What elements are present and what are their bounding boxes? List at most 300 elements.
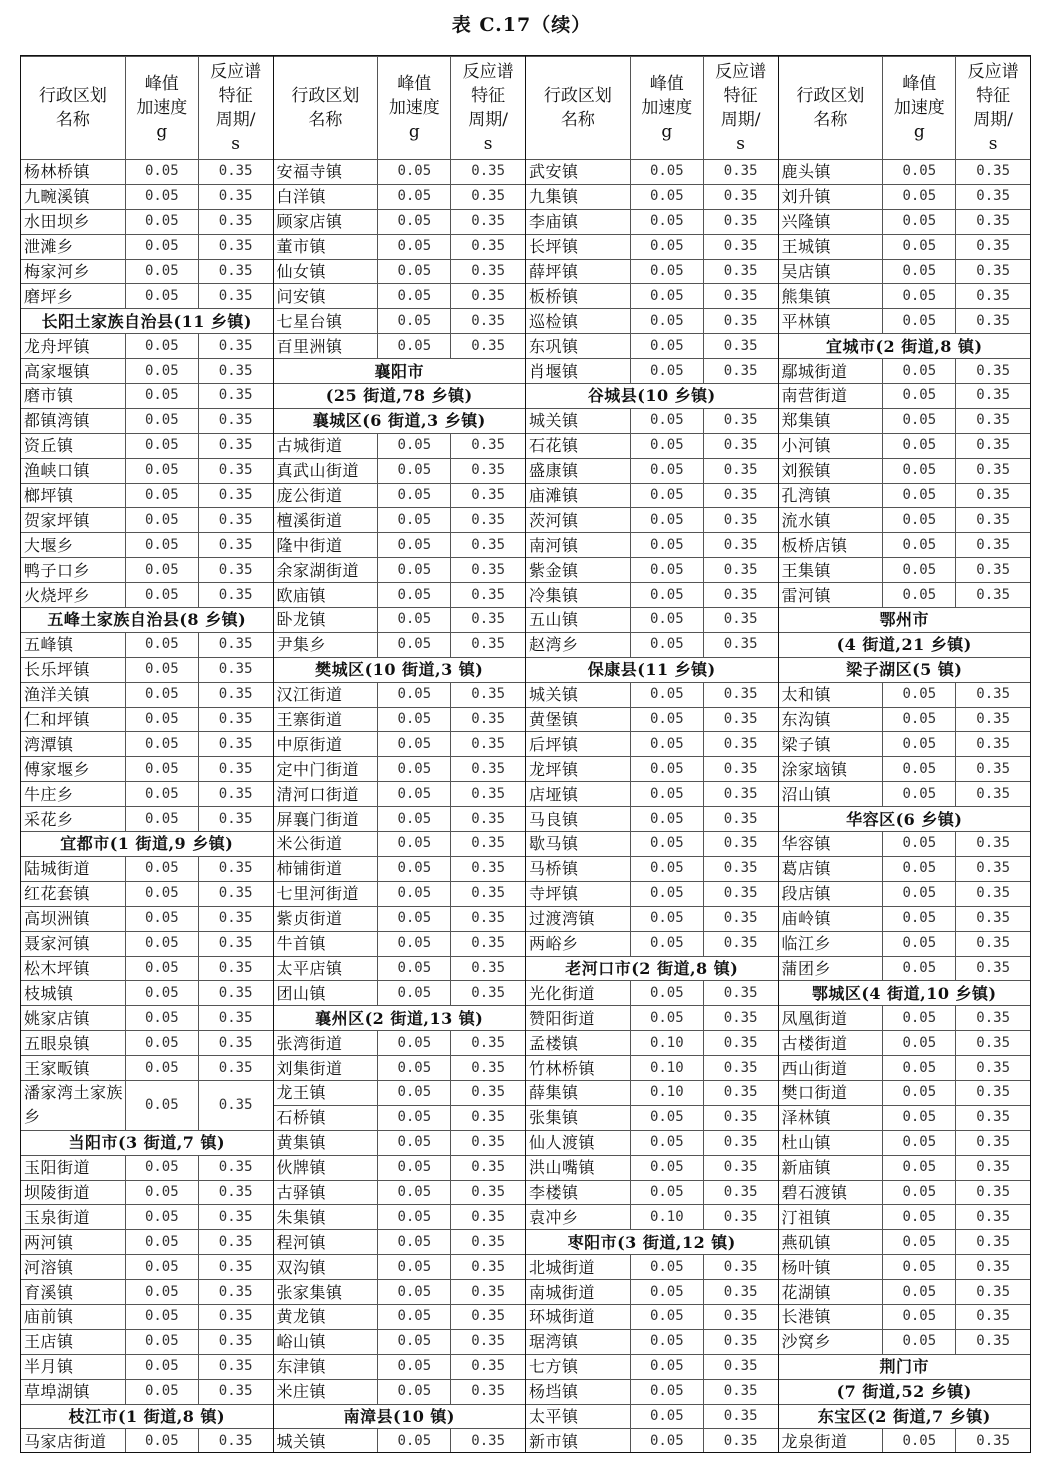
table-row (21, 184, 273, 209)
division-name: 余家湖街道 (274, 558, 378, 583)
peak-acceleration: 0.05 (378, 757, 451, 782)
table-row (526, 1354, 778, 1379)
characteristic-period: 0.35 (703, 906, 777, 931)
peak-acceleration: 0.05 (630, 1354, 703, 1379)
division-name: 王寨街道 (274, 707, 378, 732)
table-row (21, 259, 273, 284)
division-name: 店垭镇 (526, 782, 630, 807)
peak-acceleration: 0.05 (883, 1230, 956, 1255)
characteristic-period: 0.35 (451, 184, 525, 209)
peak-acceleration: 0.05 (630, 483, 703, 508)
characteristic-period: 0.35 (198, 433, 272, 458)
table-row (526, 359, 778, 384)
peak-acceleration: 0.05 (883, 508, 956, 533)
characteristic-period: 0.35 (451, 1180, 525, 1205)
division-name: 庞公街道 (274, 483, 378, 508)
division-name: 肖堰镇 (526, 359, 630, 384)
table-row (21, 956, 273, 981)
table-row (526, 508, 778, 533)
division-name: 米公街道 (274, 832, 378, 857)
division-name: 水田坝乡 (21, 209, 125, 234)
characteristic-period: 0.35 (198, 533, 272, 558)
characteristic-period: 0.35 (703, 1329, 777, 1354)
table-row (526, 782, 778, 807)
region-name: 当阳市(3 街道,7 镇) (21, 1130, 273, 1155)
division-name: 城关镇 (526, 408, 630, 433)
peak-acceleration: 0.05 (378, 433, 451, 458)
table-row (779, 1105, 1031, 1130)
peak-acceleration: 0.05 (125, 1230, 198, 1255)
peak-acceleration: 0.05 (378, 632, 451, 657)
division-name: 张湾街道 (274, 1031, 378, 1056)
peak-acceleration: 0.05 (378, 881, 451, 906)
characteristic-period: 0.35 (451, 1280, 525, 1305)
division-name: 北城街道 (526, 1255, 630, 1280)
peak-acceleration: 0.05 (125, 1205, 198, 1230)
peak-acceleration: 0.05 (125, 284, 198, 309)
characteristic-period: 0.35 (198, 1304, 272, 1329)
region-name: 樊城区(10 街道,3 镇) (274, 657, 526, 682)
column-4 (779, 56, 1031, 1452)
table-row (21, 1155, 273, 1180)
peak-acceleration: 0.05 (378, 483, 451, 508)
division-name: 城关镇 (274, 1429, 378, 1452)
characteristic-period: 0.35 (451, 483, 525, 508)
table-row (274, 483, 526, 508)
division-name: 米庄镇 (274, 1379, 378, 1404)
table-row (526, 1031, 778, 1056)
table-row (779, 732, 1031, 757)
table-row (779, 384, 1031, 409)
division-name: 杜山镇 (779, 1130, 883, 1155)
peak-acceleration: 0.10 (630, 1031, 703, 1056)
characteristic-period: 0.35 (198, 160, 272, 185)
table-row (21, 807, 273, 832)
peak-acceleration: 0.05 (630, 1304, 703, 1329)
table-row (779, 1205, 1031, 1230)
division-name: 新庙镇 (779, 1155, 883, 1180)
header-peak-acceleration: 峰值 加速度 g (125, 57, 198, 160)
region-header-row (779, 334, 1031, 359)
table-row (779, 1006, 1031, 1031)
peak-acceleration: 0.05 (125, 184, 198, 209)
peak-acceleration: 0.05 (630, 558, 703, 583)
table-row (21, 1354, 273, 1379)
region-name: 保康县(11 乡镇) (526, 657, 778, 682)
table-row (274, 1205, 526, 1230)
table-row (21, 707, 273, 732)
header-peak-acceleration: 峰值 加速度 g (378, 57, 451, 160)
division-name: 孔湾镇 (779, 483, 883, 508)
peak-acceleration: 0.05 (125, 956, 198, 981)
table-row (779, 906, 1031, 931)
peak-acceleration: 0.05 (125, 1006, 198, 1031)
peak-acceleration: 0.05 (125, 1329, 198, 1354)
data-grid (20, 55, 1031, 1453)
table-row (274, 832, 526, 857)
characteristic-period: 0.35 (956, 856, 1030, 881)
table-row (21, 1429, 273, 1452)
division-name: 东沟镇 (779, 707, 883, 732)
characteristic-period: 0.35 (956, 160, 1030, 185)
table-row (779, 782, 1031, 807)
characteristic-period: 0.35 (703, 1205, 777, 1230)
division-name: 采花乡 (21, 807, 125, 832)
characteristic-period: 0.35 (198, 1255, 272, 1280)
header-name: 行政区划 名称 (779, 57, 883, 160)
division-name: 太平店镇 (274, 956, 378, 981)
characteristic-period: 0.35 (703, 832, 777, 857)
division-name: 杨林桥镇 (21, 160, 125, 185)
characteristic-period: 0.35 (956, 1006, 1030, 1031)
peak-acceleration: 0.05 (125, 483, 198, 508)
division-name: 都镇湾镇 (21, 408, 125, 433)
region-header-row (274, 384, 526, 409)
division-name: 武安镇 (526, 160, 630, 185)
characteristic-period: 0.35 (198, 1180, 272, 1205)
table-row (21, 1056, 273, 1081)
peak-acceleration: 0.05 (378, 1056, 451, 1081)
division-name: 卧龙镇 (274, 608, 378, 633)
division-name: 龙舟坪镇 (21, 334, 125, 359)
division-name: 龙坪镇 (526, 757, 630, 782)
region-header-row (526, 956, 778, 981)
table-row (779, 1130, 1031, 1155)
characteristic-period: 0.35 (956, 1205, 1030, 1230)
region-header-row (779, 1379, 1031, 1404)
division-name: 古楼街道 (779, 1031, 883, 1056)
region-header-row (21, 309, 273, 334)
division-name: 七里河街道 (274, 881, 378, 906)
characteristic-period: 0.35 (198, 1056, 272, 1081)
table-row (779, 832, 1031, 857)
division-name: 中原街道 (274, 732, 378, 757)
peak-acceleration: 0.05 (883, 1056, 956, 1081)
table-row (779, 209, 1031, 234)
division-name: 新市镇 (526, 1429, 630, 1452)
division-name: 城关镇 (526, 682, 630, 707)
table-row (779, 359, 1031, 384)
peak-acceleration: 0.05 (125, 1354, 198, 1379)
table-row (21, 234, 273, 259)
division-name: 寺坪镇 (526, 881, 630, 906)
header-row (779, 57, 1031, 160)
division-name: 盛康镇 (526, 458, 630, 483)
division-name: 泄滩乡 (21, 234, 125, 259)
characteristic-period: 0.35 (198, 707, 272, 732)
division-name: 洪山嘴镇 (526, 1155, 630, 1180)
division-name: 花湖镇 (779, 1280, 883, 1305)
characteristic-period: 0.35 (956, 931, 1030, 956)
peak-acceleration: 0.05 (883, 1080, 956, 1105)
table-row (274, 1354, 526, 1379)
region-header-row (274, 1404, 526, 1429)
peak-acceleration: 0.05 (378, 1255, 451, 1280)
division-name: 双沟镇 (274, 1255, 378, 1280)
characteristic-period: 0.35 (956, 1304, 1030, 1329)
peak-acceleration: 0.05 (378, 1429, 451, 1452)
peak-acceleration: 0.05 (883, 384, 956, 409)
characteristic-period: 0.35 (451, 1329, 525, 1354)
division-name: 峪山镇 (274, 1329, 378, 1354)
division-name: 赵湾乡 (526, 632, 630, 657)
peak-acceleration: 0.05 (883, 782, 956, 807)
peak-acceleration: 0.05 (630, 906, 703, 931)
table-row (526, 1404, 778, 1429)
table-row (274, 906, 526, 931)
region-header-row (526, 657, 778, 682)
division-name: 陆城街道 (21, 856, 125, 881)
characteristic-period: 0.35 (703, 234, 777, 259)
characteristic-period: 0.35 (956, 184, 1030, 209)
region-name: 宜城市(2 街道,8 镇) (779, 334, 1031, 359)
table-row (274, 807, 526, 832)
peak-acceleration: 0.05 (630, 931, 703, 956)
header-name: 行政区划 名称 (21, 57, 125, 160)
header-period: 反应谱 特征 周期/ s (956, 57, 1030, 160)
peak-acceleration: 0.05 (378, 234, 451, 259)
table-row (779, 184, 1031, 209)
table-row (274, 682, 526, 707)
division-name: 刘集街道 (274, 1056, 378, 1081)
characteristic-period: 0.35 (198, 1280, 272, 1305)
peak-acceleration: 0.05 (378, 1180, 451, 1205)
peak-acceleration: 0.05 (125, 1304, 198, 1329)
characteristic-period: 0.35 (956, 259, 1030, 284)
division-name: 石桥镇 (274, 1105, 378, 1130)
table-row (274, 1056, 526, 1081)
characteristic-period: 0.35 (956, 1080, 1030, 1105)
region-name: (4 街道,21 乡镇) (779, 632, 1031, 657)
characteristic-period: 0.35 (198, 259, 272, 284)
characteristic-period: 0.35 (451, 608, 525, 633)
characteristic-period: 0.35 (451, 458, 525, 483)
table-row (21, 1329, 273, 1354)
characteristic-period: 0.35 (956, 583, 1030, 608)
characteristic-period: 0.35 (956, 309, 1030, 334)
peak-acceleration: 0.05 (883, 732, 956, 757)
division-name: 吴店镇 (779, 259, 883, 284)
characteristic-period: 0.35 (956, 1280, 1030, 1305)
characteristic-period: 0.35 (703, 408, 777, 433)
header-period: 反应谱 特征 周期/ s (451, 57, 525, 160)
table-row (526, 583, 778, 608)
table-row (526, 1130, 778, 1155)
division-name: 程河镇 (274, 1230, 378, 1255)
peak-acceleration: 0.05 (883, 1280, 956, 1305)
table-row (21, 1255, 273, 1280)
peak-acceleration: 0.05 (378, 583, 451, 608)
division-name: 火烧坪乡 (21, 583, 125, 608)
characteristic-period: 0.35 (956, 458, 1030, 483)
region-name: 华容区(6 乡镇) (779, 807, 1031, 832)
region-header-row (21, 608, 273, 633)
peak-acceleration: 0.05 (125, 881, 198, 906)
characteristic-period: 0.35 (451, 433, 525, 458)
table-row (21, 632, 273, 657)
division-name: 薛集镇 (526, 1080, 630, 1105)
characteristic-period: 0.35 (198, 981, 272, 1006)
table-row (526, 881, 778, 906)
characteristic-period: 0.35 (451, 1031, 525, 1056)
table-row (526, 334, 778, 359)
division-name: 东巩镇 (526, 334, 630, 359)
peak-acceleration: 0.05 (125, 1056, 198, 1081)
table-row (21, 906, 273, 931)
peak-acceleration: 0.05 (630, 234, 703, 259)
table-row (779, 234, 1031, 259)
peak-acceleration: 0.05 (630, 632, 703, 657)
division-name: 歇马镇 (526, 832, 630, 857)
characteristic-period: 0.35 (703, 1280, 777, 1305)
division-name: 磨市镇 (21, 384, 125, 409)
region-header-row (779, 1404, 1031, 1429)
table-row (526, 856, 778, 881)
characteristic-period: 0.35 (198, 732, 272, 757)
division-name: 马良镇 (526, 807, 630, 832)
division-name: 王集镇 (779, 558, 883, 583)
peak-acceleration: 0.05 (883, 1329, 956, 1354)
peak-acceleration: 0.05 (378, 1379, 451, 1404)
characteristic-period: 0.35 (198, 558, 272, 583)
peak-acceleration: 0.05 (378, 508, 451, 533)
division-name: 板桥店镇 (779, 533, 883, 558)
division-name: 红花套镇 (21, 881, 125, 906)
division-name: 古城街道 (274, 433, 378, 458)
table-row (779, 1304, 1031, 1329)
characteristic-period: 0.35 (956, 1130, 1030, 1155)
peak-acceleration: 0.05 (125, 408, 198, 433)
peak-acceleration: 0.05 (883, 408, 956, 433)
peak-acceleration: 0.05 (630, 160, 703, 185)
peak-acceleration: 0.05 (125, 632, 198, 657)
peak-acceleration: 0.05 (125, 209, 198, 234)
table-row (274, 1180, 526, 1205)
table-row (274, 1255, 526, 1280)
characteristic-period: 0.35 (703, 284, 777, 309)
table-row (274, 707, 526, 732)
characteristic-period: 0.35 (956, 1180, 1030, 1205)
peak-acceleration: 0.05 (378, 209, 451, 234)
table-row (21, 433, 273, 458)
peak-acceleration: 0.05 (125, 433, 198, 458)
peak-acceleration: 0.05 (630, 832, 703, 857)
division-name: 仙女镇 (274, 259, 378, 284)
division-name: 半月镇 (21, 1354, 125, 1379)
table-row (779, 483, 1031, 508)
peak-acceleration: 0.05 (125, 931, 198, 956)
table-row (21, 1205, 273, 1230)
table-row (526, 682, 778, 707)
division-name: 郑集镇 (779, 408, 883, 433)
peak-acceleration: 0.05 (883, 682, 956, 707)
characteristic-period: 0.35 (198, 483, 272, 508)
characteristic-period: 0.35 (451, 856, 525, 881)
characteristic-period: 0.35 (198, 782, 272, 807)
peak-acceleration: 0.05 (378, 1354, 451, 1379)
table-row (779, 1255, 1031, 1280)
table-row (779, 1031, 1031, 1056)
peak-acceleration: 0.05 (883, 881, 956, 906)
division-name: 燕矶镇 (779, 1230, 883, 1255)
division-name: 汉江街道 (274, 682, 378, 707)
peak-acceleration: 0.05 (883, 1105, 956, 1130)
division-name: 蒲团乡 (779, 956, 883, 981)
division-name: 李楼镇 (526, 1180, 630, 1205)
characteristic-period: 0.35 (198, 359, 272, 384)
division-name: 仁和坪镇 (21, 707, 125, 732)
table-row (779, 1180, 1031, 1205)
peak-acceleration: 0.05 (883, 1255, 956, 1280)
division-name: 磨坪乡 (21, 284, 125, 309)
characteristic-period: 0.35 (451, 632, 525, 657)
table-row (21, 782, 273, 807)
division-name: 长乐坪镇 (21, 657, 125, 682)
peak-acceleration: 0.10 (630, 1205, 703, 1230)
division-name: 杨垱镇 (526, 1379, 630, 1404)
division-name: 板桥镇 (526, 284, 630, 309)
characteristic-period: 0.35 (198, 1155, 272, 1180)
characteristic-period: 0.35 (703, 483, 777, 508)
table-row (526, 1205, 778, 1230)
division-name: 刘猴镇 (779, 458, 883, 483)
peak-acceleration: 0.05 (378, 807, 451, 832)
peak-acceleration: 0.05 (125, 359, 198, 384)
table-row (274, 458, 526, 483)
peak-acceleration: 0.05 (883, 184, 956, 209)
division-name: 湾潭镇 (21, 732, 125, 757)
characteristic-period: 0.35 (198, 508, 272, 533)
division-name: 庙岭镇 (779, 906, 883, 931)
division-name: 张家集镇 (274, 1280, 378, 1305)
division-name: 顾家店镇 (274, 209, 378, 234)
table-row (274, 160, 526, 185)
division-name: 九集镇 (526, 184, 630, 209)
peak-acceleration: 0.05 (378, 956, 451, 981)
division-name: 玉阳街道 (21, 1155, 125, 1180)
table-row (21, 732, 273, 757)
table-row (21, 1180, 273, 1205)
characteristic-period: 0.35 (956, 1155, 1030, 1180)
header-peak-acceleration: 峰值 加速度 g (630, 57, 703, 160)
peak-acceleration: 0.05 (125, 657, 198, 682)
peak-acceleration: 0.05 (125, 160, 198, 185)
peak-acceleration: 0.05 (378, 558, 451, 583)
characteristic-period: 0.35 (198, 807, 272, 832)
table-row (526, 707, 778, 732)
division-name: 尹集乡 (274, 632, 378, 657)
peak-acceleration: 0.05 (125, 732, 198, 757)
region-name: 长阳土家族自治县(11 乡镇) (21, 309, 273, 334)
region-name: 梁子湖区(5 镇) (779, 657, 1031, 682)
peak-acceleration: 0.05 (630, 1105, 703, 1130)
region-header-row (526, 1230, 778, 1255)
peak-acceleration: 0.05 (630, 1180, 703, 1205)
table-row (779, 707, 1031, 732)
table-row (274, 632, 526, 657)
peak-acceleration: 0.05 (630, 782, 703, 807)
characteristic-period: 0.35 (956, 1329, 1030, 1354)
characteristic-period: 0.35 (956, 384, 1030, 409)
division-name: 屏襄门街道 (274, 807, 378, 832)
division-name: 太平镇 (526, 1404, 630, 1429)
peak-acceleration: 0.10 (630, 1080, 703, 1105)
division-name: 华容镇 (779, 832, 883, 857)
table-row (274, 1155, 526, 1180)
region-header-row (779, 807, 1031, 832)
table-row (526, 259, 778, 284)
peak-acceleration: 0.05 (883, 284, 956, 309)
